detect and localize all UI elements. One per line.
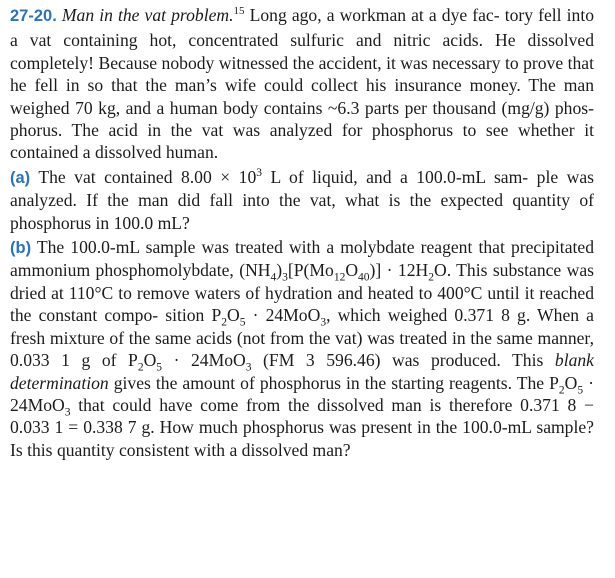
problem-intro (10, 4, 594, 164)
part-b-label: (b) (10, 239, 32, 258)
subscript: 3 (320, 316, 327, 329)
intro-line: accident, it was necessary to prove that he fell in so that the man’s (10, 52, 594, 96)
part-a (10, 166, 594, 234)
subscript: 3 (64, 406, 71, 419)
part-b-text: ) (276, 260, 283, 281)
part-a-text: ple was analyzed. If the man did fall into the vat, what is the (10, 166, 594, 211)
part-a-text: L of liquid, and a 100.0-mL sam- (262, 166, 529, 187)
part-b-text: · 24MoO (245, 305, 321, 326)
italic-term: blank determination (10, 350, 594, 393)
subscript: 12 (333, 271, 346, 284)
part-b-text: quantity consistent with a dissolved man? (56, 439, 351, 460)
part-b-text: (FM 3 596.46) was produced. (251, 350, 501, 371)
subscript: 5 (156, 361, 163, 374)
part-b-text: · 24MoO (10, 372, 594, 415)
subscript: 2 (137, 361, 144, 374)
subscript: 2 (428, 271, 434, 284)
subscript: 2 (221, 316, 227, 329)
part-b-text: O (564, 372, 578, 393)
part-b-text: O (345, 260, 359, 281)
intro-line: whether it contained a dissolved human. (10, 120, 595, 163)
subscript: 2 (558, 384, 565, 397)
subscript: 4 (270, 271, 277, 284)
part-b-text: · 24MoO (162, 350, 246, 371)
subscript: 3 (245, 361, 252, 374)
part-b-text: O (227, 305, 240, 326)
part-b-text: This (512, 350, 555, 371)
textbook-problem (10, 4, 594, 463)
part-b-text: gives the amount of phosphorus in the (108, 372, 387, 393)
part-b-text: much phosphorus was present in the 100.0-mL sample? Is this (10, 417, 594, 460)
part-b-text: O. This substance was dried at 110°C to remove waters of (10, 260, 594, 303)
intro-line: phorus. The acid in the vat was analyzed for phosphorus to see (10, 120, 509, 141)
subscript: 3 (282, 271, 288, 284)
part-b-text: )] · (369, 260, 393, 281)
part-b-text: starting reagents. The P (391, 372, 559, 393)
intro-line: and a human body contains ~6.3 parts per thousand (mg/g) phos- (125, 97, 594, 118)
intro-line: wife could collect his insurance money. The man weighed 70 kg, (10, 75, 595, 118)
part-b-text: , which weighed 0.371 8 g. When a fresh (10, 305, 594, 348)
part-b-text: mixture of the same acids (not from the vat) was treated in the same (49, 327, 533, 348)
part-b-text: manner, 0.033 1 g of P (10, 327, 594, 371)
part-b-text: [P(Mo (287, 260, 334, 281)
part-b-text: The 100.0-mL sample was treated with a molybdate reagent that (31, 237, 505, 258)
subscript: 40 (358, 271, 370, 284)
part-b-text: hydration and heated to 400°C until it reached the constant compo- (10, 282, 594, 326)
superscript: 3 (256, 166, 262, 179)
part-b-text: the dissolved man is therefore 0.371 8 − 0.033 1 = 0.338 7 g. How (10, 394, 594, 438)
intro-line: acids. He dissolved completely! Because nobody witnessed the (10, 30, 595, 73)
subscript: 5 (577, 384, 584, 397)
part-b-text: 12H (397, 260, 429, 281)
part-a-text: The vat contained 8.00 × 10 (30, 166, 257, 187)
part-b-text: that could have come from (70, 394, 281, 415)
part-b-text: O (143, 350, 157, 371)
part-b-text: precipitated ammonium phosphomolybdate, (NH (10, 237, 594, 281)
part-b (10, 236, 594, 461)
intro-line: tory fell into a vat containing hot, concentrated sulfuric and nitric (10, 5, 595, 51)
problem-number: 27-20. (10, 7, 57, 25)
footnote-reference: 15 (233, 5, 245, 17)
intro-line: Long ago, a workman at a dye fac- (249, 5, 500, 25)
subscript: 5 (239, 316, 246, 329)
part-a-text: expected quantity of phosphorus in 100.0 mL? (10, 190, 594, 233)
part-a-label: (a) (10, 168, 31, 187)
part-b-text: sition P (165, 305, 222, 326)
problem-title: Man in the vat problem. (61, 5, 234, 25)
